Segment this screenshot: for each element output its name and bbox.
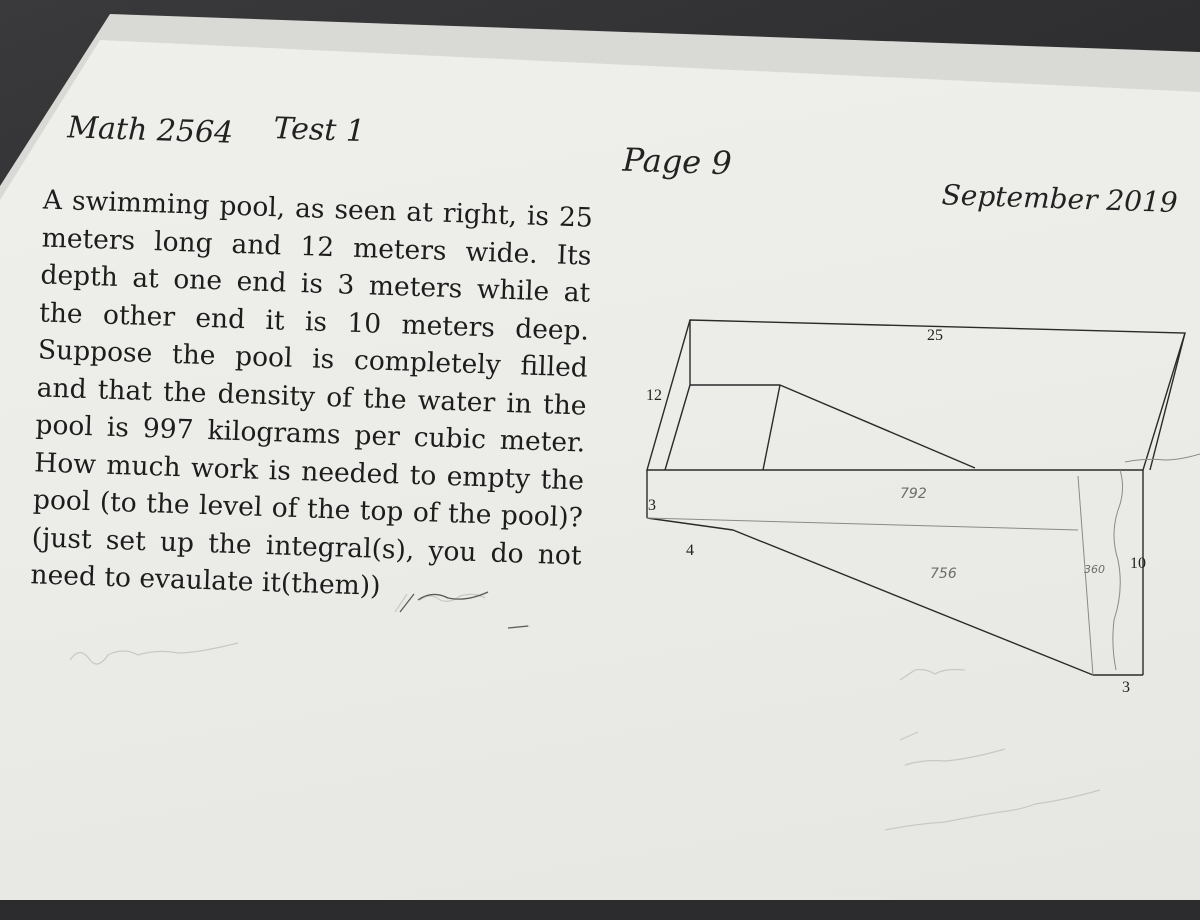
- pool-top-rim: [647, 320, 1185, 470]
- pencil-scribble-wall: [1113, 470, 1123, 670]
- pool-back-slope-edge: [780, 385, 975, 468]
- faint-erased-mark-4: [900, 732, 1005, 765]
- pencil-cross-section-line: [647, 518, 1078, 530]
- handwritten-top-edge: 792: [900, 486, 927, 502]
- label-shallow-depth: 3: [648, 497, 656, 514]
- pool-left-floor-edge: [665, 385, 690, 470]
- pool-deep-back-edge: [1150, 333, 1185, 470]
- label-length: 25: [927, 327, 943, 344]
- faint-erased-mark-3: [900, 670, 965, 681]
- course-title: Math 2564: [66, 110, 234, 151]
- page-number: Page 9: [622, 140, 733, 183]
- handwritten-deep-wall: 360: [1084, 563, 1105, 576]
- label-deep-bottom: 3: [1122, 679, 1130, 696]
- pool-right-floor-edge: [763, 385, 780, 470]
- label-width: 12: [646, 387, 662, 404]
- pool-slope-edge: [733, 530, 1093, 675]
- problem-text: A swimming pool, as seen at right, is 25 meters long and 12 meters wide. Its depth at one end is 3 meters while at the other end it is 10 meters deep. Suppose the pool is completely filled and that the density of the water in the pool is 997 kilograms per cubic meter. How much work is needed to empty the pool (to the level of the top of the pool)? (just set up the integral(s), you do not need to evaulate it(them)): [30, 184, 594, 602]
- faint-erased-mark-5: [885, 790, 1100, 830]
- handwritten-slope: 756: [930, 566, 957, 582]
- test-date: September 2019: [941, 178, 1179, 220]
- pencil-check-mark: [400, 592, 528, 628]
- pencil-scribble-top: [1125, 454, 1200, 462]
- faint-erased-mark-1: [70, 643, 238, 664]
- test-title: Test 1: [272, 111, 366, 150]
- label-deep-depth: 10: [1130, 555, 1146, 572]
- label-flat-length: 4: [686, 542, 694, 559]
